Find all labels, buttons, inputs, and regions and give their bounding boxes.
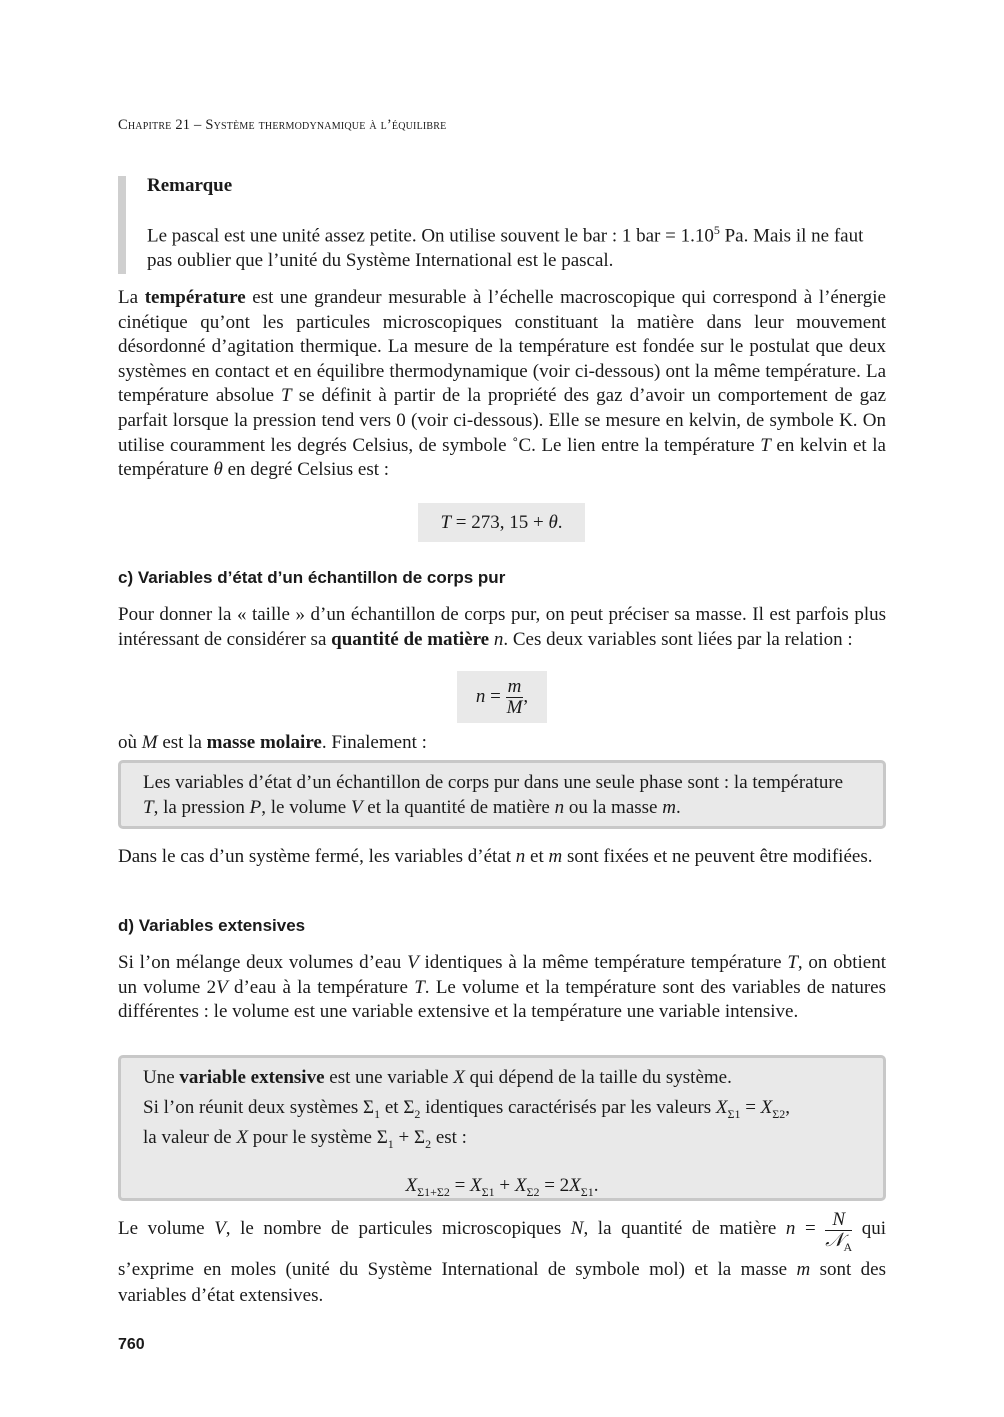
formula-temperature: T = 273, 15 + θ.: [418, 503, 585, 542]
molar-mass-line: où M est la masse molaire. Finalement :: [118, 732, 427, 753]
remark-title: Remarque: [147, 175, 233, 196]
section-title-d: d) Variables extensives: [118, 916, 306, 935]
extensive-variable-box: Une variable extensive est une variable X qui dépend de la taille du système. Si l’on réunit deux systèmes $\Sigma_1$ et $\Sigma_2$ identiques caractérisés par les valeurs $X_{\Sigma 1} = X_{\Sigma 2}$, la valeur de X pour le système $\Sigma_1 + \Sigma_2$ est : $X_{\Sigma 1+\Sigma 2} = X_{\Sigma 1} + X_{\Sigma 2} = 2X_{\Sigma 1}$.: [118, 1055, 886, 1201]
bold-temperature: température: [144, 287, 246, 308]
section-c-paragraph: Pour donner la « taille » d’un échantillon de corps pur, on peut préciser sa masse. Il est parfois plus intéressant de considérer sa quantité de matière n. Ces deux variables sont liées par la relation :: [118, 604, 886, 650]
chapter-title: Système thermodynamique à l’équilibre: [205, 117, 447, 133]
remark-box: [118, 176, 886, 274]
remark-text: Le pascal est une unité assez petite. On utilise souvent le bar : 1 bar = $1.10^5$ Pa. Mais il ne faut pas oublier que l’unité du Système International est le pascal.: [147, 223, 864, 271]
extensive-list-paragraph: Le volume V, le nombre de particules microscopiques N, la quantité de matière n = $\frac{N}{𝒩_A}$ qui s’exprime en moles (unité du Système International de symbole mol) et la masse m sont des variables d’état extensives.: [118, 1209, 887, 1306]
extensive-formula: $X_{\Sigma 1+\Sigma 2} = X_{\Sigma 1} + X_{\Sigma 2} = 2X_{\Sigma 1}$.: [405, 1175, 599, 1200]
temperature-paragraph: La température est une grandeur mesurable à l’échelle macroscopique qui correspond à l’énergie cinétique qu’ont les particules microscopiques constituant la matière dans leur mouvement désordonné d’agitation thermique. La mesure de la température est fondée sur le postulat que deux systèmes en contact et en équilibre thermodynamique (voir ci-dessous) ont la même température. La température absolue T se définit à partir de la propriété des gaz d’avoir un comportement de gaz parfait lorsque la pression tend vers 0 (voir ci-dessous). Elle se mesure en kelvin, de symbole K. On utilise couramment les degrés Celsius, de symbole ˚C. Le lien entre la température T en kelvin et la température θ en degré Celsius est :: [118, 287, 887, 481]
chapter-prefix: Chapitre 21 –: [118, 117, 206, 133]
chapter-header: [118, 117, 446, 134]
page-number: 760: [118, 1336, 145, 1353]
section-d-paragraph: Si l’on mélange deux volumes d’eau V identiques à la même température température T, on obtient un volume 2V d’eau à la température T. Le volume et la température sont des variables de natures différentes : le volume est une variable extensive et la température une variable intensive.: [118, 952, 886, 1023]
section-title-c: c) Variables d’état d’un échantillon de corps pur: [118, 568, 506, 587]
closed-system-paragraph: Dans le cas d’un système fermé, les variables d’état n et m sont fixées et ne peuvent être modifiées.: [118, 846, 873, 867]
formula-molar: n = $\frac{m}{M}$ ,: [457, 671, 547, 723]
state-variables-box: Les variables d’état d’un échantillon de corps pur dans une seule phase sont : la température T, la pression P, le volume V et la quantité de matière n ou la masse m.: [118, 760, 886, 829]
